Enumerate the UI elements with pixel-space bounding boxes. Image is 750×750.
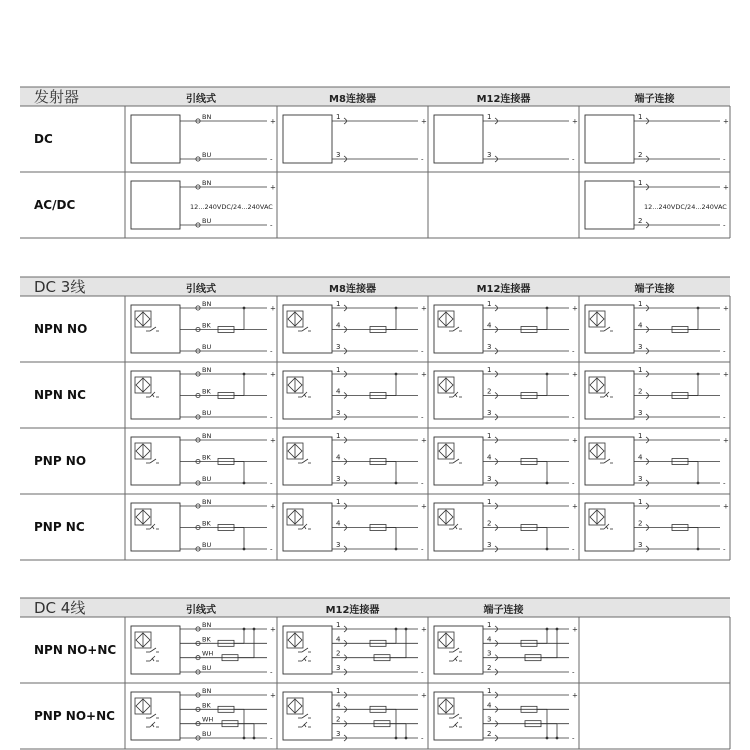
minus-sign: -: [421, 155, 424, 164]
sensor-housing: [434, 115, 483, 163]
minus-sign: -: [421, 479, 424, 488]
plus-sign: +: [270, 502, 276, 511]
cell-s1-r2-c2: [434, 432, 578, 488]
pin-number-label: 1: [487, 687, 492, 695]
plus-sign: +: [572, 691, 578, 700]
pin-number-label: 1: [638, 366, 643, 374]
wire-color-label: BU: [202, 217, 212, 225]
cell-s0-r0-c2: [434, 113, 578, 164]
minus-sign: -: [572, 413, 575, 422]
plus-sign: +: [270, 436, 276, 445]
cell-s0-r0-c3: [585, 113, 729, 164]
cell-s1-r1-c2: [434, 366, 578, 422]
minus-sign: -: [723, 413, 726, 422]
minus-sign: -: [270, 347, 273, 356]
plus-sign: +: [723, 117, 729, 126]
column-header: M12连接器: [325, 605, 380, 616]
pin-number-label: 1: [638, 498, 643, 506]
junction-dot: [546, 373, 549, 376]
pin-number-label: 3: [336, 409, 341, 417]
plus-sign: +: [572, 436, 578, 445]
pin-number-label: 4: [336, 701, 341, 710]
pin-number-label: 4: [336, 519, 341, 528]
cell-s1-r1-c0: [131, 366, 276, 422]
minus-sign: -: [270, 668, 273, 677]
junction-dot: [697, 482, 700, 485]
cell-s1-r2-c1: [283, 432, 427, 488]
pin-number-label: 2: [487, 387, 492, 396]
junction-dot: [546, 628, 549, 631]
pin-number-label: 2: [638, 387, 643, 396]
column-header: 端子连接: [634, 284, 675, 295]
pin-number-label: 3: [487, 649, 492, 658]
wire-color-label: BN: [202, 366, 212, 374]
junction-dot: [243, 307, 246, 310]
plus-sign: +: [723, 502, 729, 511]
minus-sign: -: [270, 545, 273, 554]
row-label: NPN NO+NC: [34, 643, 117, 657]
sensor-housing: [131, 305, 180, 353]
cell-s1-r3-c3: [585, 498, 729, 554]
wire-color-label: BU: [202, 664, 212, 672]
junction-dot: [243, 737, 246, 740]
sensor-housing: [283, 626, 332, 674]
wire-color-label: BK: [202, 519, 211, 528]
junction-dot: [546, 737, 549, 740]
pin-number-label: 3: [336, 475, 341, 483]
sensor-housing: [131, 437, 180, 485]
plus-sign: +: [572, 625, 578, 634]
wire-color-label: WH: [202, 649, 214, 658]
sensor-housing: [131, 503, 180, 551]
pin-number-label: 1: [336, 498, 341, 506]
pin-number-label: 1: [638, 300, 643, 308]
cell-s2-r1-c0: [131, 687, 276, 743]
section-title: DC 3线: [34, 278, 86, 296]
pin-number-label: 3: [638, 409, 643, 417]
pin-number-label: 1: [638, 113, 643, 121]
pin-number-label: 4: [638, 321, 643, 330]
sensor-housing: [434, 437, 483, 485]
pin-number-label: 3: [336, 664, 341, 672]
wire-color-label: WH: [202, 715, 214, 724]
plus-sign: +: [723, 304, 729, 313]
pin-number-label: 2: [487, 519, 492, 528]
plus-sign: +: [270, 691, 276, 700]
minus-sign: -: [723, 221, 726, 230]
junction-dot: [253, 737, 256, 740]
row-label: NPN NC: [34, 388, 86, 402]
minus-sign: -: [572, 155, 575, 164]
cell-s2-r0-c1: [283, 621, 427, 677]
column-header: M12连接器: [476, 284, 531, 295]
plus-sign: +: [270, 304, 276, 313]
sensor-housing: [434, 371, 483, 419]
minus-sign: -: [270, 155, 273, 164]
section-title: DC 4线: [34, 599, 86, 617]
minus-sign: -: [270, 479, 273, 488]
row-label: DC: [34, 132, 53, 146]
column-header: M12连接器: [476, 94, 531, 105]
junction-dot: [243, 482, 246, 485]
pin-number-label: 3: [336, 730, 341, 738]
plus-sign: +: [572, 304, 578, 313]
minus-sign: -: [421, 668, 424, 677]
junction-dot: [556, 737, 559, 740]
pin-number-label: 4: [487, 701, 492, 710]
cell-s1-r1-c3: [585, 366, 729, 422]
row-label: NPN NO: [34, 322, 88, 336]
sensor-housing: [131, 115, 180, 163]
junction-dot: [546, 482, 549, 485]
pin-number-label: 2: [336, 715, 341, 724]
minus-sign: -: [572, 668, 575, 677]
minus-sign: -: [572, 734, 575, 743]
pin-number-label: 2: [638, 151, 643, 159]
sensor-housing: [585, 371, 634, 419]
sensor-housing: [283, 503, 332, 551]
wire-color-label: BU: [202, 475, 212, 483]
cell-s1-r0-c1: [283, 300, 427, 356]
pin-number-label: 4: [336, 453, 341, 462]
wire-color-label: BK: [202, 701, 211, 710]
minus-sign: -: [572, 545, 575, 554]
pin-number-label: 3: [487, 715, 492, 724]
row-label: AC/DC: [34, 198, 76, 212]
minus-sign: -: [421, 413, 424, 422]
sensor-housing: [283, 305, 332, 353]
minus-sign: -: [270, 413, 273, 422]
minus-sign: -: [421, 347, 424, 356]
plus-sign: +: [723, 183, 729, 192]
cell-s2-r1-c2: [434, 687, 578, 743]
section-title: 发射器: [34, 88, 80, 106]
pin-number-label: 1: [336, 113, 341, 121]
pin-number-label: 1: [336, 432, 341, 440]
plus-sign: +: [270, 117, 276, 126]
wire-color-label: BU: [202, 541, 212, 549]
pin-number-label: 1: [638, 179, 643, 187]
cell-s0-r1-c0: [131, 179, 276, 230]
minus-sign: -: [421, 734, 424, 743]
minus-sign: -: [723, 479, 726, 488]
pin-number-label: 1: [336, 300, 341, 308]
pin-number-label: 3: [487, 409, 492, 417]
wire-color-label: BU: [202, 409, 212, 417]
column-header: 引线式: [186, 284, 216, 295]
cell-s1-r3-c2: [434, 498, 578, 554]
pin-number-label: 2: [487, 730, 492, 738]
cell-s1-r0-c0: [131, 300, 276, 356]
plus-sign: +: [421, 117, 427, 126]
sensor-housing: [131, 692, 180, 740]
junction-dot: [546, 307, 549, 310]
pin-number-label: 4: [487, 635, 492, 644]
sensor-housing: [283, 115, 332, 163]
sensor-housing: [283, 437, 332, 485]
sensor-housing: [585, 437, 634, 485]
column-header: 端子连接: [483, 605, 524, 616]
pin-number-label: 4: [487, 453, 492, 462]
wire-color-label: BK: [202, 635, 211, 644]
junction-dot: [556, 628, 559, 631]
pin-number-label: 1: [487, 366, 492, 374]
junction-dot: [243, 373, 246, 376]
cell-s0-r0-c0: [131, 113, 276, 164]
minus-sign: -: [572, 347, 575, 356]
pin-number-label: 1: [336, 621, 341, 629]
pin-number-label: 1: [487, 498, 492, 506]
minus-sign: -: [723, 155, 726, 164]
sensor-housing: [131, 626, 180, 674]
cell-s1-r0-c3: [585, 300, 729, 356]
pin-number-label: 3: [638, 475, 643, 483]
row-label: PNP NC: [34, 520, 85, 534]
pin-number-label: 3: [487, 151, 492, 159]
pin-number-label: 1: [487, 300, 492, 308]
plus-sign: +: [421, 691, 427, 700]
plus-sign: +: [421, 625, 427, 634]
junction-dot: [253, 628, 256, 631]
junction-dot: [405, 628, 408, 631]
junction-dot: [243, 628, 246, 631]
pin-number-label: 3: [487, 343, 492, 351]
pin-number-label: 1: [638, 432, 643, 440]
junction-dot: [395, 482, 398, 485]
pin-number-label: 3: [336, 343, 341, 351]
cell-s2-r1-c1: [283, 687, 427, 743]
minus-sign: -: [270, 221, 273, 230]
junction-dot: [405, 737, 408, 740]
wire-color-label: BN: [202, 179, 212, 187]
cell-s2-r0-c2: [434, 621, 578, 677]
pin-number-label: 2: [336, 649, 341, 658]
pin-number-label: 2: [487, 664, 492, 672]
cell-s1-r1-c1: [283, 366, 427, 422]
pin-number-label: 2: [638, 519, 643, 528]
wire-color-label: BN: [202, 687, 212, 695]
junction-dot: [395, 548, 398, 551]
wire-color-label: BK: [202, 321, 211, 330]
pin-number-label: 1: [487, 432, 492, 440]
minus-sign: -: [723, 545, 726, 554]
pin-number-label: 4: [336, 321, 341, 330]
plus-sign: +: [723, 370, 729, 379]
pin-number-label: 1: [336, 366, 341, 374]
sensor-housing: [585, 503, 634, 551]
wire-color-label: BN: [202, 432, 212, 440]
cell-s1-r3-c0: [131, 498, 276, 554]
column-header: M8连接器: [329, 94, 376, 105]
sensor-housing: [585, 305, 634, 353]
pin-number-label: 1: [336, 687, 341, 695]
sensor-housing: [434, 503, 483, 551]
voltage-range-label: 12...240VDC/24...240VAC: [190, 203, 273, 211]
junction-dot: [395, 307, 398, 310]
wire-color-label: BK: [202, 387, 211, 396]
cell-s1-r3-c1: [283, 498, 427, 554]
minus-sign: -: [270, 734, 273, 743]
junction-dot: [243, 548, 246, 551]
wire-color-label: BU: [202, 343, 212, 351]
row-label: PNP NO: [34, 454, 87, 468]
plus-sign: +: [270, 625, 276, 634]
sensor-housing: [585, 181, 634, 229]
sensor-housing: [283, 692, 332, 740]
wire-color-label: BK: [202, 453, 211, 462]
sensor-housing: [434, 305, 483, 353]
sensor-housing: [131, 181, 180, 229]
row-label: PNP NO+NC: [34, 709, 115, 723]
pin-number-label: 1: [487, 621, 492, 629]
pin-number-label: 3: [638, 343, 643, 351]
voltage-range-label: 12...240VDC/24...240VAC: [644, 203, 727, 211]
plus-sign: +: [421, 436, 427, 445]
pin-number-label: 4: [336, 635, 341, 644]
wire-color-label: BU: [202, 730, 212, 738]
cell-s1-r0-c2: [434, 300, 578, 356]
junction-dot: [697, 307, 700, 310]
pin-number-label: 3: [336, 151, 341, 159]
plus-sign: +: [270, 183, 276, 192]
sensor-housing: [434, 626, 483, 674]
junction-dot: [395, 737, 398, 740]
junction-dot: [395, 373, 398, 376]
sensor-housing: [131, 371, 180, 419]
sensor-housing: [585, 115, 634, 163]
plus-sign: +: [572, 370, 578, 379]
pin-number-label: 3: [487, 541, 492, 549]
minus-sign: -: [723, 347, 726, 356]
cell-s0-r1-c3: [585, 179, 729, 230]
wire-color-label: BN: [202, 621, 212, 629]
pin-number-label: 4: [336, 387, 341, 396]
junction-dot: [697, 373, 700, 376]
pin-number-label: 3: [638, 541, 643, 549]
junction-dot: [395, 628, 398, 631]
wire-color-label: BN: [202, 300, 212, 308]
cell-s2-r0-c0: [131, 621, 276, 677]
pin-number-label: 1: [487, 113, 492, 121]
sensor-housing: [283, 371, 332, 419]
plus-sign: +: [270, 370, 276, 379]
plus-sign: +: [421, 370, 427, 379]
wire-color-label: BN: [202, 498, 212, 506]
column-header: 引线式: [186, 94, 216, 105]
minus-sign: -: [572, 479, 575, 488]
junction-dot: [546, 548, 549, 551]
plus-sign: +: [572, 502, 578, 511]
cell-s1-r2-c0: [131, 432, 276, 488]
cell-s1-r2-c3: [585, 432, 729, 488]
plus-sign: +: [421, 502, 427, 511]
pin-number-label: 3: [336, 541, 341, 549]
pin-number-label: 3: [487, 475, 492, 483]
column-header: 端子连接: [634, 94, 675, 105]
minus-sign: -: [421, 545, 424, 554]
column-header: 引线式: [186, 605, 216, 616]
pin-number-label: 2: [638, 217, 643, 225]
plus-sign: +: [421, 304, 427, 313]
cell-s0-r0-c1: [283, 113, 427, 164]
junction-dot: [697, 548, 700, 551]
pin-number-label: 4: [638, 453, 643, 462]
sensor-housing: [434, 692, 483, 740]
column-header: M8连接器: [329, 284, 376, 295]
wire-color-label: BN: [202, 113, 212, 121]
plus-sign: +: [723, 436, 729, 445]
pin-number-label: 4: [487, 321, 492, 330]
wire-color-label: BU: [202, 151, 212, 159]
plus-sign: +: [572, 117, 578, 126]
